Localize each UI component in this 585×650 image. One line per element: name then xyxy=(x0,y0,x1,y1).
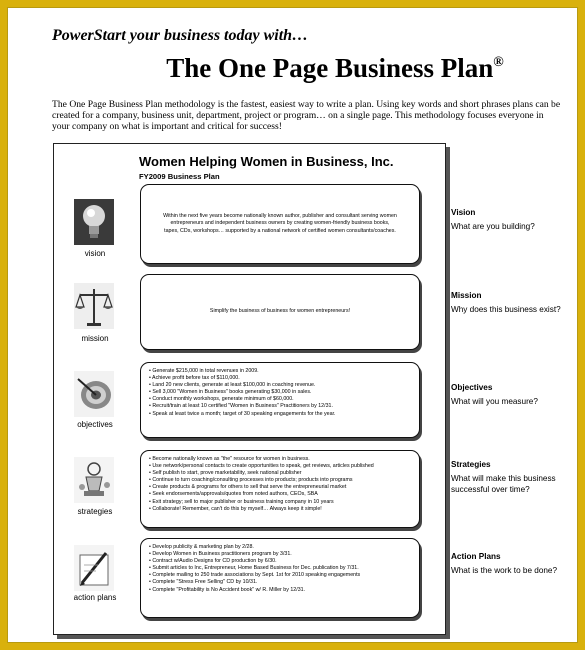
target-icon xyxy=(66,366,122,422)
mission-text: Simplify the business of business for women entrepreneurs! xyxy=(209,308,351,315)
tagline: PowerStart your business today with… xyxy=(52,27,309,44)
list-item: • Become nationally known as "the" resource for women in business. xyxy=(149,456,310,462)
list-item: • Conduct monthly workshops, generate minimum of $60,000. xyxy=(149,396,294,403)
lightbulb-icon xyxy=(66,194,122,250)
vision-text: Within the next five years become nationally known author, publisher and consultant serving women entrepreneurs and independent business owners by creating women-friendly business books, tapes, CDs, workshops… supported by a national network of certified women consultants/coaches. xyxy=(163,213,397,234)
list-item: • Collaborate! Remember, can't do this by myself… Always keep it simple! xyxy=(149,505,322,512)
list-item: • Contract w/Audio Designs for CD production by 6/30. xyxy=(149,558,277,565)
title-text: The One Page Business Plan xyxy=(166,53,494,83)
sidebar-question-objectives: What will you measure? xyxy=(451,397,538,406)
list-item: • Sell 3,000 "Women in Business" books generating $30,000 in sales. xyxy=(149,389,312,396)
list-item: • Achieve profit before tax of $110,000. xyxy=(149,375,240,382)
section-label-vision: vision xyxy=(84,249,106,258)
sidebar-title-strategies: Strategies xyxy=(451,460,491,469)
pen-icon xyxy=(66,540,122,596)
list-item: • Use network/personal contacts to create opportunities to speak, get reviews, articles published xyxy=(149,463,374,470)
list-item: • Recruit/train at least 10 certified "Women in Business" Practitioners by 12/31. xyxy=(149,403,333,410)
list-item: • Complete "Stress Free Selling" CD by 10/31. xyxy=(149,579,258,586)
list-item: • Complete mailing to 250 trade associations by Sept. 1st for 2010 speaking engagements xyxy=(149,572,361,579)
chess-icon xyxy=(66,452,122,508)
sample-plan-sheet xyxy=(53,143,446,635)
sidebar-question-mission: Why does this business exist? xyxy=(451,305,561,314)
section-label-strategies: strategies xyxy=(77,507,113,516)
sidebar-question-strategies: What will make this business successful over time? xyxy=(451,474,556,494)
sidebar-title-mission: Mission xyxy=(451,291,482,300)
list-item: • Develop Women in Business practitioners program by 3/31. xyxy=(149,551,292,558)
registered-mark: ® xyxy=(493,55,504,70)
mission-box xyxy=(140,274,420,350)
list-item: • Exit strategy; sell to major publisher or business training company in 10 years xyxy=(149,498,334,505)
sidebar-question-vision: What are you building? xyxy=(451,222,535,231)
list-item: • Continue to turn coaching/consulting processes into products; products into programs xyxy=(149,477,353,484)
sidebar-question-action-plans: What is the work to be done? xyxy=(451,566,558,575)
sidebar-title-objectives: Objectives xyxy=(451,383,493,392)
list-item: • Self publish to start, prove marketability, seek national publisher xyxy=(149,470,302,477)
section-label-action-plans: action plans xyxy=(73,593,117,602)
vision-box xyxy=(140,184,420,264)
page-title xyxy=(7,53,578,84)
list-item: • Develop publicity & marketing plan by 2/28. xyxy=(149,544,254,550)
sidebar-title-vision: Vision xyxy=(451,208,476,217)
intro-paragraph: The One Page Business Plan methodology is the fastest, easiest way to write a plan. Using key words and short phrases plans can be created for a company, business unit, department, project or program… on a single page. This methodology focuses everyone in your company on what is important and critical for success! xyxy=(52,99,561,133)
section-label-mission: mission xyxy=(81,334,109,343)
list-item: • Create products & programs for others to sell that serve the entrepreneurial market xyxy=(149,484,347,491)
scales-icon xyxy=(66,278,122,334)
list-item: • Submit articles to Inc, Entrepreneur, Home Based Business for Dec. publication by 7/31. xyxy=(149,565,359,572)
section-label-objectives: objectives xyxy=(77,420,113,429)
org-name: Women Helping Women in Business, Inc. xyxy=(139,154,394,169)
plan-year: FY2009 Business Plan xyxy=(139,172,220,181)
sidebar-title-action-plans: Action Plans xyxy=(451,552,501,561)
list-item: • Seek endorsements/approvals/quotes from noted authors, CEOs, SBA xyxy=(149,491,318,498)
strategies-box xyxy=(140,450,420,528)
list-item: • Land 20 new clients, generate at least $100,000 in coaching revenue. xyxy=(149,382,316,389)
document-page xyxy=(7,7,578,643)
list-item: • Generate $215,000 in total revenues in 2009. xyxy=(149,368,259,374)
objectives-box xyxy=(140,362,420,438)
list-item: • Complete "Profitability is No Accident book" w/ R. Miller by 12/31. xyxy=(149,586,306,593)
list-item: • Speak at least twice a month; target of 30 speaking engagements for the year. xyxy=(149,410,336,417)
action-plans-box xyxy=(140,538,420,618)
